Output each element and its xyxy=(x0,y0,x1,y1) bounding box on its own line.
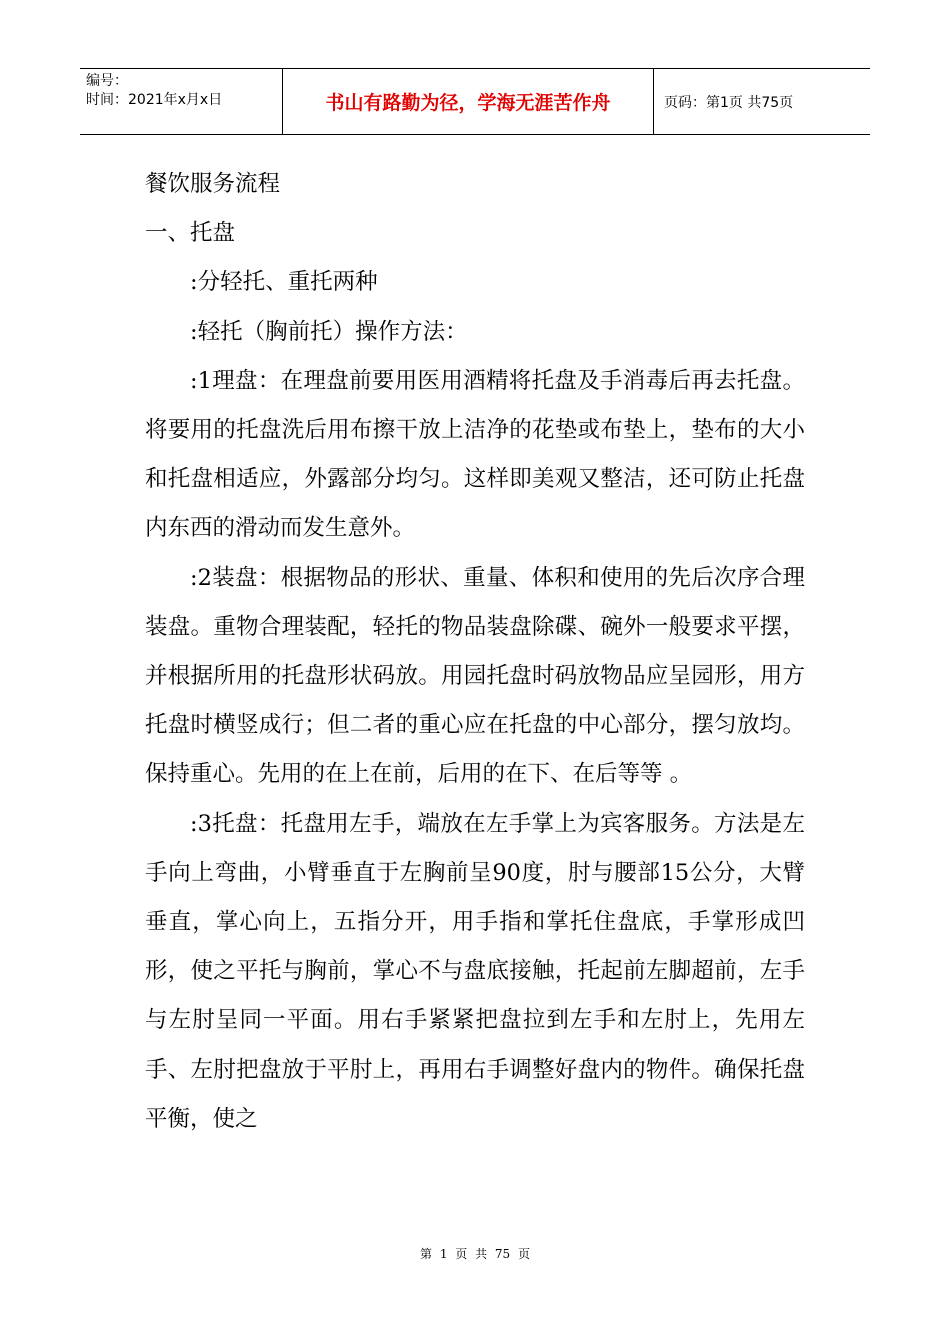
page-header xyxy=(80,68,870,135)
header-meta xyxy=(80,69,282,134)
document-title: 餐饮服务流程 xyxy=(145,171,281,197)
page-footer: 第 1 页 共 75 页 xyxy=(420,1247,530,1261)
section-heading: 一、托盘 xyxy=(145,220,236,247)
paragraph: :轻托（胸前托）操作方法： xyxy=(190,318,468,345)
paragraph: :2装盘：根据物品的形状、重量、体积和使用的先后次序合理装盘。重物合理装配，轻托的物品装盘除碟、碗外一般要求平摆，并根据所用的托盘形状码放。用园托盘时码放物品应呈园形，用方托盘时横竖成行；但二者的重心应在托盘的中心部分，摆匀放均。保持重心。先用的在上在前，后用的在下、在后等等 。 xyxy=(145,564,805,788)
header-page-info: 页码：第1页 共75页 xyxy=(664,94,794,111)
paragraph: :3托盘：托盘用左手，端放在左手掌上为宾客服务。方法是左手向上弯曲，小臂垂直于左胸前呈90度，肘与腰部15公分，大臂垂直，掌心向上，五指分开，用手指和掌托住盘底，手掌形成凹形，使之平托与胸前，掌心不与盘底接触，托起前左脚超前，左手与左肘呈同一平面。用右手紧紧把盘拉到左手和左肘上，先用左手、左肘把盘放于平肘上，再用右手调整好盘内的物件。确保托盘平衡，使之 xyxy=(145,810,805,1132)
time-label: 时间：2021年x月x日 xyxy=(86,92,223,108)
number-label: 编号： xyxy=(86,73,128,89)
paragraph: :分轻托、重托两种 xyxy=(190,269,378,296)
header-motto: 书山有路勤为径，学海无涯苦作舟 xyxy=(282,69,654,134)
document-body xyxy=(145,160,805,1144)
paragraph: :1理盘：在理盘前要用医用酒精将托盘及手消毒后再去托盘。将要用的托盘洗后用布擦干放上洁净的花垫或布垫上，垫布的大小和托盘相适应，外露部分均匀。这样即美观又整洁，还可防止托盘内东西的滑动而发生意外。 xyxy=(145,367,805,542)
